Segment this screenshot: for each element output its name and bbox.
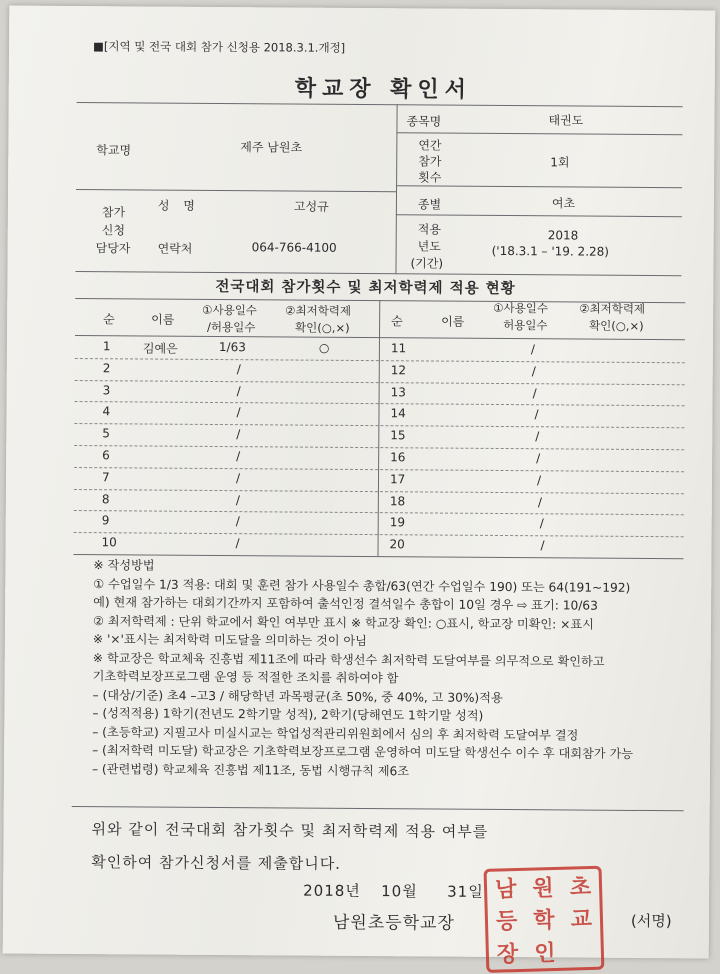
note-line: ※ '×'표시는 최저학력 미도달을 의미하는 것이 아님 — [92, 632, 368, 649]
row-no: 20 — [389, 537, 405, 552]
row-no: 7 — [101, 470, 110, 485]
note-line: – (초등학교) 지필고사 미실시교는 학업성적관리위원회에서 심의 후 최저학력 도달여부 결정 — [92, 724, 579, 743]
seal-char: 교 — [570, 906, 593, 934]
school-label: 학교명 — [96, 143, 132, 158]
person-label: 신청 — [101, 223, 125, 238]
row-days: / — [236, 405, 241, 420]
row-days: / — [540, 538, 545, 553]
count-value: 1회 — [550, 155, 570, 170]
row-days: / — [532, 385, 537, 400]
seal-char: 등 — [495, 908, 518, 936]
row-days: / — [539, 516, 544, 531]
year-value: 2018 — [547, 228, 579, 243]
header-divider — [395, 104, 397, 274]
col-check: 확인(○,×) — [589, 318, 644, 333]
year-label: (기간) — [410, 256, 444, 271]
document-title: 학교장 확인서 — [294, 76, 472, 103]
row-no: 13 — [390, 384, 406, 399]
row-no: 4 — [102, 404, 111, 419]
row-no: 14 — [390, 406, 406, 421]
notes-bottom-rule — [72, 806, 684, 811]
col-days: 허용일수 — [503, 318, 548, 333]
count-label: 횟수 — [418, 170, 442, 185]
row-days: / — [536, 473, 542, 488]
note-line: ① 수업일수 1/3 적용: 대회 및 훈련 참가 사용일수 총합/63(연간 수업일수 190) 또는 64(191~192) — [93, 576, 631, 595]
row-days: / — [236, 383, 241, 398]
note-line: 예) 현재 참가하는 대회기간까지 포함하여 출석인정 결석일수 총합이 10일 경우 ⇨ 표기: 10/63 — [93, 595, 598, 613]
note-line: – (대상/기준) 초4 –고3 / 해당학년 과목평균(초 50%, 중 40%, 고 30%)적용 — [92, 687, 503, 705]
note-line: ※ 작성방법 — [93, 558, 155, 573]
seal-char: 초 — [569, 873, 592, 901]
date-year: 2018년 — [303, 881, 361, 901]
note-line: 기초학력보장프로그램 운영 등 적절한 조치를 취하여야 함 — [92, 669, 399, 686]
contact-label: 연락처 — [157, 241, 193, 256]
gender-label: 종별 — [417, 197, 442, 212]
row-no: 6 — [102, 448, 110, 463]
header-rule — [396, 214, 682, 217]
year-label: 적용 — [417, 222, 442, 237]
row-no: 5 — [102, 426, 111, 441]
row-no: 1 — [102, 339, 111, 354]
row-days: / — [235, 492, 240, 507]
row-days: / — [536, 451, 541, 466]
row-no: 3 — [102, 382, 111, 397]
row-name: 김예은 — [142, 341, 178, 356]
seal-char: 인 — [533, 940, 556, 967]
row-days: / — [236, 361, 241, 376]
header-rule — [396, 132, 682, 135]
note-line: – (최저학력 미도달) 학교장은 기초학력보장프로그램 운영하여 미도달 학생선수 이수 후 대회참가 가능 — [92, 743, 634, 761]
status-title: 전국대회 참가횟수 및 최저학력제 적용 현황 — [215, 278, 516, 298]
seal-char: 남 — [494, 875, 517, 903]
row-no: 16 — [390, 450, 406, 465]
row-no: 15 — [390, 428, 406, 443]
row-days: / — [537, 494, 542, 509]
notes-block — [92, 556, 634, 782]
note-line: ② 최저학력제 : 단위 학교에서 확인 여부만 표시 ※ 학교장 확인: ○표시, 학교장 미확인: ×표시 — [92, 613, 594, 632]
contact-value: 064-766-4100 — [251, 240, 337, 255]
table-center-divider — [377, 300, 380, 556]
col-no: 순 — [103, 312, 115, 327]
note-line: – (관련법령) 학교체육 진흥법 제11조, 동법 시행규칙 제6조 — [91, 761, 410, 778]
row-days: / — [235, 514, 240, 529]
row-no: 11 — [390, 341, 407, 356]
header-rule — [76, 189, 396, 192]
row-days: / — [235, 536, 240, 551]
col-check: ②최저학력제 — [285, 303, 352, 318]
row-days: 1/63 — [218, 340, 246, 355]
row-no: 8 — [101, 491, 110, 506]
seal-char: 장 — [496, 941, 519, 968]
document-page — [3, 6, 716, 968]
row-days: / — [235, 470, 241, 485]
sport-value: 태권도 — [548, 113, 584, 128]
school-value: 제주 남원초 — [240, 140, 303, 155]
seal-char: 원 — [532, 874, 555, 902]
row-days: / — [530, 342, 536, 357]
sport-label: 종목명 — [406, 114, 442, 129]
row-check: ○ — [318, 340, 330, 355]
note-line: ※ 학교장은 학교체육 진흥법 제11조에 따라 학생선수 최저학력 도달여부를 의무적으로 확인하고 — [92, 650, 605, 669]
col-days: /허용일수 — [207, 319, 256, 335]
seal-char: 학 — [532, 907, 555, 935]
signature-label: (서명) — [630, 911, 672, 931]
closing-line-2: 확인하여 참가신청서를 제출합니다. — [91, 853, 342, 873]
name-value: 고성규 — [293, 199, 329, 214]
year-label: 년도 — [417, 239, 441, 254]
count-label: 연간 — [418, 138, 442, 153]
row-no: 10 — [101, 535, 117, 550]
person-label: 참가 — [101, 205, 126, 220]
note-line: – (성적적용) 1학기(전년도 2학기말 성적), 2학기(당해연도 1학기말 성적) — [92, 706, 484, 723]
row-days: / — [236, 427, 241, 442]
row-no: 12 — [390, 363, 407, 378]
form-code: ■[지역 및 전국 대회 참가 신청용 2018.3.1.개정] — [92, 39, 346, 55]
col-no: 순 — [391, 314, 403, 329]
row-no: 2 — [102, 361, 111, 376]
closing-line-1: 위와 같이 전국대회 참가횟수 및 최저학력제 적용 여부를 — [91, 820, 489, 841]
person-label: 담당자 — [95, 241, 131, 256]
name-label: 성 명 — [157, 198, 195, 213]
col-name: 이름 — [151, 312, 175, 327]
signer-name: 남원초등학교장 — [332, 912, 455, 934]
row-days: / — [531, 364, 536, 379]
gender-value: 여초 — [551, 196, 576, 211]
count-label: 참가 — [418, 154, 442, 169]
row-no: 19 — [389, 515, 406, 530]
col-days: ①사용일수 — [202, 302, 257, 318]
col-days: ①사용일수 — [493, 300, 549, 316]
col-check: 확인(○,×) — [295, 320, 350, 335]
date-month: 10월 — [381, 882, 418, 901]
row-no: 17 — [389, 472, 406, 487]
row-days: / — [535, 429, 540, 444]
col-check: ②최저학력제 — [579, 301, 646, 316]
row-no: 18 — [389, 493, 406, 508]
header-rule — [396, 185, 682, 188]
row-days: / — [236, 449, 241, 464]
period-value: ('18.3.1 – '19. 2.28) — [491, 243, 610, 259]
date-day: 31일 — [447, 882, 484, 901]
official-seal — [484, 866, 605, 973]
row-days: / — [534, 407, 539, 422]
row-no: 9 — [101, 513, 110, 528]
col-name: 이름 — [441, 314, 465, 329]
